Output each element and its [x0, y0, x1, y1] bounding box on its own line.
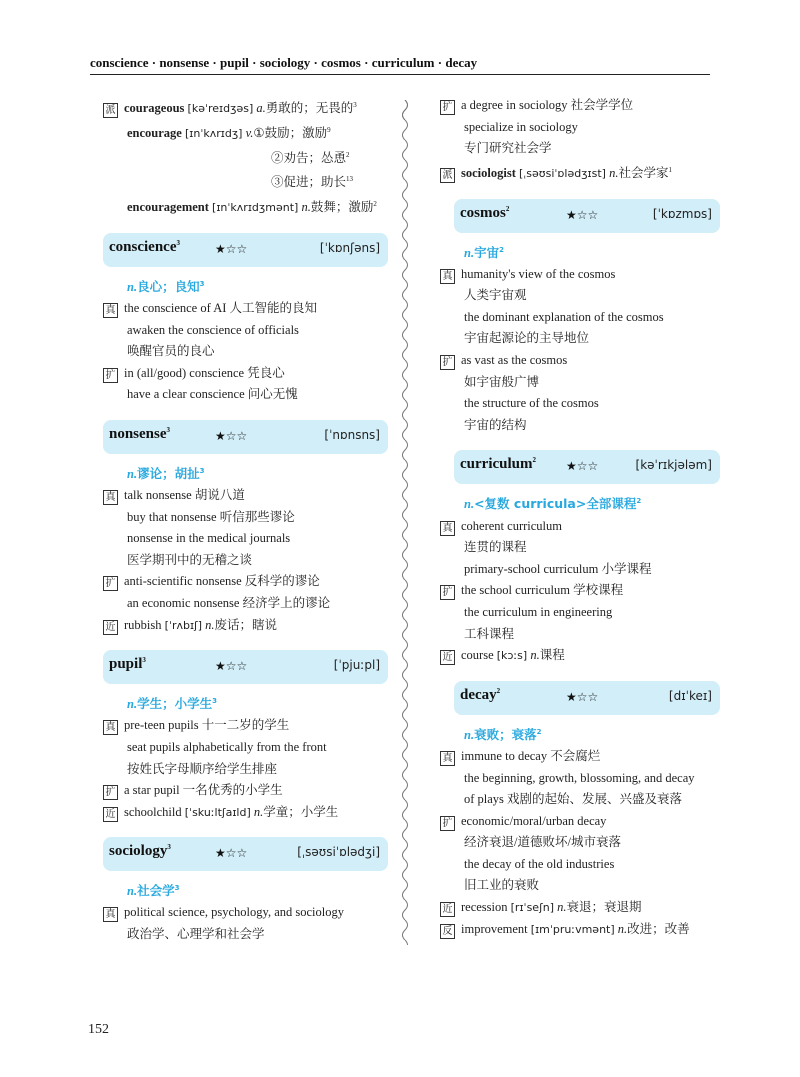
example: the decay of the old industries [464, 856, 615, 871]
star-rating: ★☆☆ [215, 241, 248, 256]
derived-word: encouragement [127, 200, 209, 215]
example-translation: 人类宇宙观 [464, 288, 527, 303]
headword-phonetic: [ˈkɒzmɒs] [652, 206, 712, 221]
headword: sociology$^3$ [109, 843, 171, 860]
definition-line: n.宇宙$^2$ [464, 244, 504, 260]
real-exam-tag: 真 [440, 521, 455, 536]
example: 扩 in (all/good) conscience 凭良心 [103, 363, 388, 385]
synonym-tag: 近 [440, 902, 455, 917]
phonetic: [ɪnˈkʌrɪdʒ] [184, 126, 243, 140]
extension-tag: 扩 [103, 576, 118, 591]
example: 扩 a degree in sociology 社会学学位 [440, 95, 720, 117]
example: 扩 as vast as the cosmos [440, 350, 720, 372]
example: the structure of the cosmos [464, 396, 599, 411]
frequency: 2 [346, 150, 350, 159]
example-translation: 唤醒官员的良心 [127, 344, 215, 359]
definition-line: n.良心；良知$^3$ [127, 278, 205, 294]
synonym-tag: 近 [103, 807, 118, 822]
example: 真 humanity's view of the cosmos [440, 264, 720, 286]
encourage-sense-3 [271, 169, 388, 194]
headword-bar-nonsense [103, 420, 388, 454]
headword-phonetic: [kəˈrɪkjələm] [635, 458, 712, 473]
definition-line: n.衰败；衰落$^2$ [464, 726, 542, 742]
example-translation: 按姓氏字母顺序给学生排座 [127, 761, 278, 776]
headword: conscience$^3$ [109, 238, 180, 255]
example-translation: 宇宙的结构 [464, 417, 527, 432]
headword-phonetic: [dɪˈkeɪ] [668, 688, 712, 703]
column-divider [398, 100, 412, 945]
extension-tag: 扩 [103, 785, 118, 800]
example: 真 coherent curriculum [440, 516, 720, 538]
real-exam-tag: 真 [440, 269, 455, 284]
definition: ③促进；助长 [271, 175, 347, 190]
example: specialize in sociology [464, 119, 578, 134]
header-title: conscience · nonsense · pupil · sociology · cosmos · curriculum · decay [90, 55, 478, 70]
synonym: 近 course [kɔːs] n.课程 [440, 645, 720, 667]
encourage-sense-2 [271, 145, 388, 170]
example: the curriculum in engineering [464, 604, 613, 619]
phonetic: [ɪnˈkʌrɪdʒmənt] [212, 201, 299, 215]
headword-bar-decay [454, 681, 720, 715]
star-rating: ★☆☆ [215, 846, 248, 861]
derivative-tag: 派 [440, 168, 455, 183]
extension-tag: 扩 [440, 816, 455, 831]
example: 扩 the school curriculum 学校课程 [440, 580, 720, 602]
part-of-speech: a. [256, 101, 266, 116]
part-of-speech: n. [301, 200, 311, 215]
headword: decay$^2$ [460, 686, 501, 703]
headword-phonetic: [ˈpjuːpl] [333, 658, 380, 673]
entry-courageous [103, 95, 388, 120]
example: 扩 economic/moral/urban decay [440, 811, 720, 833]
running-header [90, 55, 710, 75]
real-exam-tag: 真 [103, 907, 118, 922]
headword-phonetic: [ˈnɒnsns] [324, 427, 380, 442]
extension-tag: 扩 [103, 368, 118, 383]
left-column [103, 95, 388, 946]
example: seat pupils alphabetically from the front [127, 739, 327, 754]
synonym-tag: 近 [440, 650, 455, 665]
example: awaken the conscience of officials [127, 322, 299, 337]
example-translation: 政治学、心理学和社会学 [127, 927, 265, 942]
derived-word: encourage [127, 125, 182, 140]
headword-bar-curriculum [454, 450, 720, 484]
star-rating: ★☆☆ [215, 659, 248, 674]
example: buy that nonsense 听信那些谬论 [127, 509, 295, 524]
extension-tag: 扩 [440, 585, 455, 600]
example-translation: 如宇宙般广博 [464, 374, 540, 389]
example-translation: 经济衰退/道德败坏/城市衰落 [464, 835, 621, 850]
synonym: 近 rubbish [ˈrʌbɪʃ] n.废话；瞎说 [103, 615, 388, 637]
star-rating: ★☆☆ [215, 428, 248, 443]
definition-line: n.谬论；胡扯$^3$ [127, 466, 205, 482]
derivative-tag: 派 [103, 103, 118, 118]
example: have a clear conscience 问心无愧 [127, 387, 298, 402]
synonym: 近 schoolchild [ˈskuːltʃaɪld] n.学童；小学生 [103, 802, 388, 824]
example: the beginning, growth, blossoming, and decay [464, 770, 695, 785]
example: 扩 anti-scientific nonsense 反科学的谬论 [103, 571, 388, 593]
example: 真 immune to decay 不会腐烂 [440, 746, 720, 768]
definition: ②劝告；怂恿 [271, 150, 347, 165]
definition-line: n.社会学$^3$ [127, 883, 180, 899]
headword-bar-sociology [103, 837, 388, 871]
example-translation: 旧工业的衰败 [464, 878, 540, 893]
example-translation: 专门研究社会学 [464, 141, 552, 156]
example: the dominant explanation of the cosmos [464, 309, 664, 324]
example: 扩 a star pupil 一名优秀的小学生 [103, 780, 388, 802]
star-rating: ★☆☆ [566, 207, 599, 222]
right-column [440, 95, 720, 940]
example: 真 political science, psychology, and sociology [103, 902, 388, 924]
real-exam-tag: 真 [440, 751, 455, 766]
headword-phonetic: [ˈkɒnʃəns] [319, 240, 380, 255]
definition: 鼓舞；激励 [310, 200, 374, 215]
real-exam-tag: 真 [103, 720, 118, 735]
antonym: 反 improvement [ɪmˈpruːvmənt] n.改进；改善 [440, 919, 720, 941]
example: 真 the conscience of AI 人工智能的良知 [103, 298, 388, 320]
real-exam-tag: 真 [103, 303, 118, 318]
definition: ①鼓励；激励 [253, 125, 328, 140]
definition-line: n.<复数 curricula>全部课程$^2$ [464, 496, 642, 512]
antonym-tag: 反 [440, 924, 455, 939]
headword: pupil$^3$ [109, 656, 146, 673]
frequency: 2 [373, 200, 377, 208]
definition: 勇敢的；无畏的 [265, 101, 354, 116]
derivative: 派 sociologist [ˌsəʊsiˈɒlədʒɪst] n.社会学家$^1$ [440, 160, 720, 185]
headword-bar-pupil [103, 650, 388, 684]
entry-encourage [127, 120, 388, 145]
headword-bar-conscience [103, 233, 388, 267]
synonym-tag: 近 [103, 620, 118, 635]
example: 真 talk nonsense 胡说八道 [103, 485, 388, 507]
derived-word: courageous [124, 101, 185, 116]
example-translation: 医学期刊中的无稽之谈 [127, 552, 253, 567]
page-number: 152 [88, 1022, 109, 1037]
part-of-speech: v. [245, 125, 254, 140]
example: an economic nonsense 经济学上的谬论 [127, 596, 331, 610]
example-translation: 宇宙起源论的主导地位 [464, 331, 590, 346]
example-translation: 连贯的课程 [464, 540, 527, 555]
frequency: 3 [353, 101, 357, 109]
phonetic: [kəˈreɪdʒəs] [187, 102, 254, 116]
example: 真 pre-teen pupils 十一二岁的学生 [103, 715, 388, 737]
frequency: 9 [327, 125, 331, 134]
headword: nonsense$^3$ [109, 425, 171, 442]
example: nonsense in the medical journals [127, 531, 291, 546]
headword: curriculum$^2$ [460, 456, 536, 473]
headword: cosmos$^2$ [460, 204, 510, 221]
synonym: 近 recession [rɪˈseʃn] n.衰退；衰退期 [440, 897, 720, 919]
example: of plays 戏剧的起始、发展、兴盛及衰落 [464, 792, 683, 807]
extension-tag: 扩 [440, 100, 455, 115]
headword-bar-cosmos [454, 199, 720, 233]
entry-encouragement [127, 194, 388, 219]
extension-tag: 扩 [440, 355, 455, 370]
definition-line: n.学生；小学生$^3$ [127, 696, 217, 712]
star-rating: ★☆☆ [566, 689, 599, 704]
header-rule [90, 74, 710, 75]
example-translation: 工科课程 [464, 626, 515, 641]
headword-phonetic: [ˌsəʊsiˈɒlədʒi] [297, 845, 380, 860]
frequency: 13 [346, 175, 354, 184]
example: primary-school curriculum 小学课程 [464, 561, 652, 576]
real-exam-tag: 真 [103, 490, 118, 505]
star-rating: ★☆☆ [566, 459, 599, 474]
